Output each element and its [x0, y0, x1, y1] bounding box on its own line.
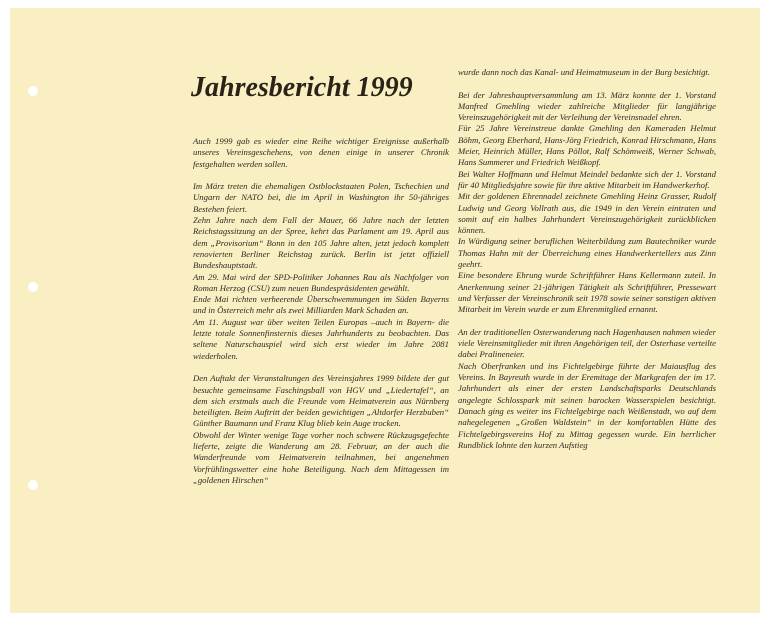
paragraph: In Würdigung seiner beruflichen Weiterbildung zum Bautechniker wurde Thomas Hahn mit der Überreichung eines Handwerkertellers aus Zinn geehrt.: [458, 236, 716, 270]
paragraph: Mit der goldenen Ehrennadel zeichnete Gmehling Heinz Grasser, Rudolf Ludwig und Georg Vollrath aus, die 1949 in den Verein eintraten und somit auf ein halbes Jahrhundert Vereinszugehörigkeit zurückblicken können.: [458, 191, 716, 236]
paragraph: Obwohl der Winter wenige Tage vorher noch schwere Rückzugsgefechte lieferte, zeigte die Wanderung am 28. Februar, an der auch die Wanderfreunde vom Heimatverein teilnahmen, bei angenehmen Vorfrühlingswetter eine hohe Beteiligung. Nach dem Mittagessen im „goldenen Hirschen“: [193, 429, 449, 485]
punch-hole-top: [28, 86, 38, 96]
paragraph: Im März treten die ehemaligen Ostblockstaaten Polen, Tschechien und Ungarn der NATO bei, die im April in Washington ihr 50-jähriges Bestehen feiert.: [193, 181, 449, 214]
document-page: [10, 8, 760, 613]
paragraph: Bei der Jahreshauptversammlung am 13. März konnte der 1. Vorstand Manfred Gmehling wieder zahlreiche Mitglieder für langjährige Vereinszugehörigkeit mit der Verleihung der Vereinsnadel ehren.: [458, 89, 716, 123]
paragraph: Am 11. August war über weiten Teilen Europas –auch in Bayern- die letzte totale Sonnenfinsternis dieses Jahrhunderts zu beobachten. Das seltene Naturschauspiel wird sich erst wieder im Jahre 2081 wiederholen.: [193, 316, 449, 361]
paragraph: Zehn Jahre nach dem Fall der Mauer, 66 Jahre nach der letzten Reichstagssitzung an der Spree, kehrt das Parlament am 19. April aus dem „Provisorium“ Bonn in den 105 Jahre alten, jetzt jedoch komplett renovierten Berliner Reichstag zurück. Berlin ist jetzt offiziell Bundeshauptstadt.: [193, 215, 449, 271]
punch-hole-middle: [28, 282, 38, 292]
paragraph: Für 25 Jahre Vereinstreue dankte Gmehling den Kameraden Helmut Böhm, Georg Eberhard, Hans-Jörg Friedrich, Konrad Hirschmann, Hans Meier, Heinrich Müller, Hans Pöllot, Ralf Schömweiß, Werner Schwab, Hans Summerer und Friedrich Weißkopf.: [458, 123, 716, 168]
punch-hole-bottom: [28, 480, 38, 490]
paragraph: wurde dann noch das Kanal- und Heimatmuseum in der Burg besichtigt.: [458, 67, 710, 77]
paragraph: Am 29. Mai wird der SPD-Politiker Johannes Rau als Nachfolger von Roman Herzog (CSU) zum neuen Bundespräsidenten gewählt.: [193, 271, 449, 293]
paragraph: Bei Walter Hoffmann und Helmut Meindel bedankte sich der 1. Vorstand für 40 Mitgliedsjahre sowie für ihre aktive Mitarbeit im Handwerkerhof.: [458, 168, 716, 190]
right-text-column: [458, 67, 716, 451]
paragraph: Nach Oberfranken und ins Fichtelgebirge führte der Maiausflug des Vereins. In Bayreuth wurde in der Eremitage der Markgrafen der im 17. Jahrhundert als einer der ersten Landschaftsparks Deutschlands angelegte Schlosspark mit seinen barocken Wasserspielen besichtigt. Danach ging es weiter ins Fichtelgebirge nach Weißenstadt, wo auf dem nahegelegenen „Großen Waldstein“ in der komfortablen Hütte des Fichtelgebirgsvereins Hof zu Mittag gegessen wurde. Ein herrlicher Rundblick lohnte den kurzen Aufstieg: [458, 360, 716, 450]
paragraph: An der traditionellen Osterwanderung nach Hagenhausen nahmen wieder viele Vereinsmitglieder mit ihren Angehörigen teil, der Osterhase verteilte dabei Pralineneier.: [458, 326, 716, 360]
paragraph: Den Auftakt der Veranstaltungen des Vereinsjahres 1999 bildete der gut besuchte gemeinsame Faschingsball von HGV und „Liedertafel“, an dem sich erstmals auch die Freunde vom Heimatverein aus Nürnberg beteiligten. Beim Auftritt der beiden gewichtigen „Altdorfer Herzbuben“ Günther Baumann und Franz Klug blieb kein Auge trocken.: [193, 373, 449, 429]
left-text-column: [193, 136, 449, 486]
report-title: Jahresbericht 1999: [191, 72, 413, 103]
paragraph: Ende Mai richten verheerende Überschwemmungen im Süden Bayerns und in Österreich mehr als zwei Milliarden Mark Schaden an.: [193, 294, 449, 316]
paragraph: Eine besondere Ehrung wurde Schriftführer Hans Kellermann zuteil. In Anerkennung seiner 21-jährigen Tätigkeit als Schriftführer, Pressewart und Verfasser der Vereinschronik seit 1978 sowie seiner sonstigen aktiven Mitarbeit im Verein wurde er zum Ehrenmitglied ernannt.: [458, 270, 716, 315]
paragraph: Auch 1999 gab es wieder eine Reihe wichtiger Ereignisse außerhalb unseres Vereinsgeschehens, von denen einige in unserer Chronik festgehalten werden sollen.: [193, 136, 449, 169]
